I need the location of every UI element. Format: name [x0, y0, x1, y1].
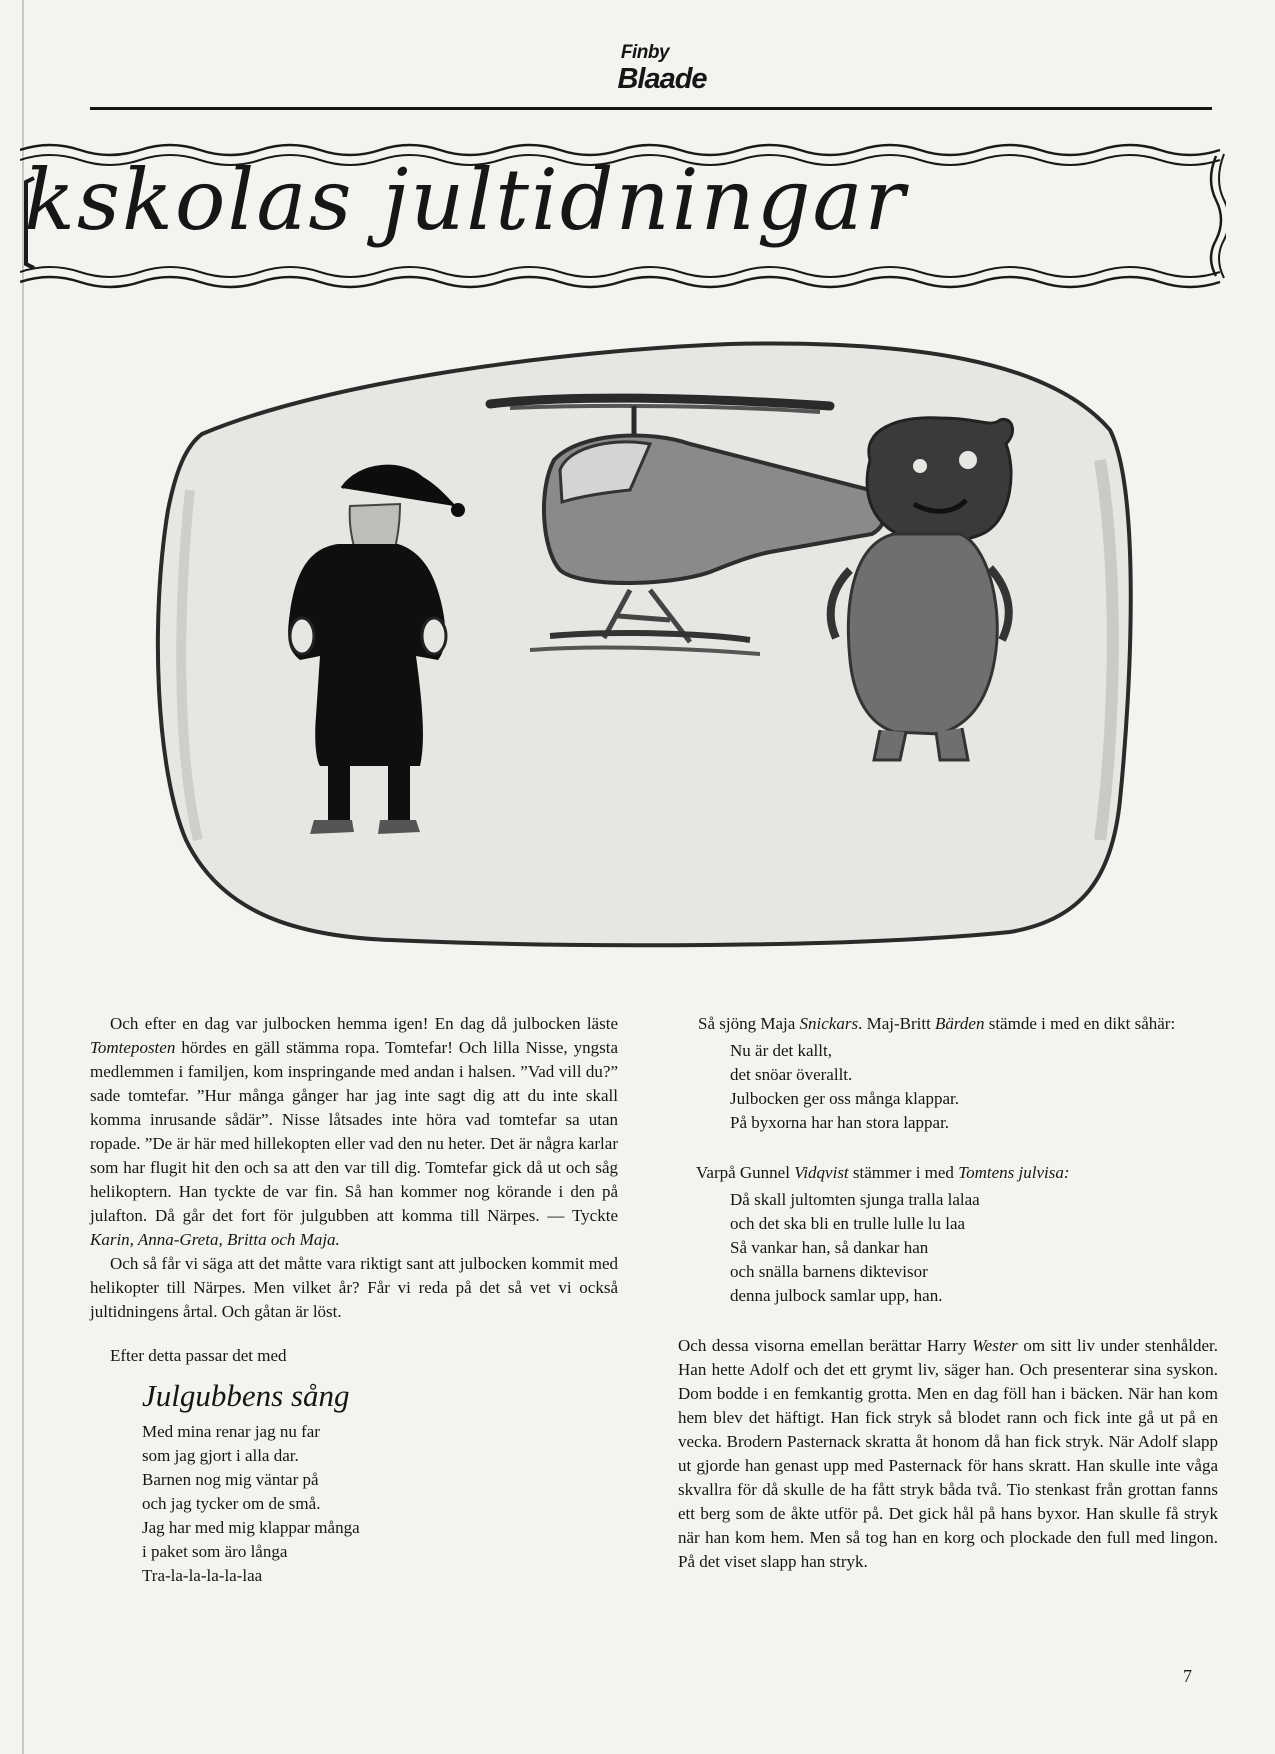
masthead [520, 42, 760, 94]
text-run-italic: Vidqvist [794, 1163, 849, 1182]
text-run-italic: Bärden [935, 1014, 985, 1033]
verse-line: i paket som äro långa [142, 1542, 288, 1561]
right-column [678, 1012, 1218, 1574]
song-intro: Efter detta passar det med [110, 1346, 287, 1365]
verse-line: Barnen nog mig väntar på [142, 1470, 319, 1489]
left-paragraph-2: Och så får vi säga att det måtte vara riktigt sant att julbocken kommit med helikopter till Närpes. Men vilket år? Får vi reda på det så vet vi också jultidningens årtal. Och gåtan är löst. [90, 1254, 618, 1321]
text-run-italic: Tomteposten [90, 1038, 176, 1057]
verse-line: som jag gjort i alla dar. [142, 1446, 299, 1465]
spacer [678, 1135, 1218, 1161]
verse-line: Tra-la-la-la-la-laa [142, 1566, 263, 1585]
verse-line: Julbocken ger oss många klappar. [730, 1089, 959, 1108]
right-intro-2 [678, 1161, 1218, 1185]
text-run: Och dessa visorna emellan berättar Harry [678, 1336, 973, 1355]
text-run: stämmer i med [848, 1163, 959, 1182]
verse-line: På byxorna har han stora lappar. [730, 1113, 950, 1132]
page-number: 7 [1183, 1666, 1192, 1686]
poem-2 [678, 1188, 1218, 1308]
song-verse [90, 1420, 618, 1588]
verse-line: Nu är det kallt, [730, 1041, 832, 1060]
child-drawing-illustration [150, 320, 1140, 970]
verse-line: Jag har med mig klappar många [142, 1518, 360, 1537]
text-run: Varpå Gunnel [696, 1163, 795, 1182]
text-run: Och efter en dag var julbocken hemma igen! En dag då julbocken läste [110, 1014, 618, 1033]
verse-line: Med mina renar jag nu far [142, 1422, 320, 1441]
verse-line: det snöar överallt. [730, 1065, 853, 1084]
verse-line: och snälla barnens diktevisor [730, 1262, 928, 1281]
text-run-italic: Tomtens julvisa: [958, 1163, 1070, 1182]
masthead-line1: Finby [620, 42, 670, 63]
verse-line: Då skall jultomten sjunga tralla lalaa [730, 1190, 980, 1209]
right-story [678, 1334, 1218, 1574]
text-run: Så sjöng Maja [698, 1014, 800, 1033]
text-run-italic: Snickars [799, 1014, 859, 1033]
left-column [90, 1012, 618, 1588]
text-run: hördes en gäll stämma ropa. Tomtefar! Och lilla Nisse, yngsta medlemmen i familjen, kom inspringande med andan i halsen. ”Vad vill du?” sade tomtefar. ”Hur många gånger har jag inte sagt dig att du inte skall komma inrusande sådär”. Nisse låtsades inte höra vad tomtefar sa utan ropade. ”De är här med hillekopten eller vad den nu heter. Det är några karlar som har flugit hit den och sa att den var till dig. Tomtefar gick då ut och såg helikoptern. Han tyckte de var fin. Så han kommer nog körande i den på julafton. Då går det fort för julgubben att komma till Närpes. — Tyckte [90, 1038, 618, 1225]
headline-title: kskolas jultidningar [24, 151, 907, 249]
text-run-italic: Wester [972, 1336, 1018, 1355]
right-intro-1 [678, 1012, 1218, 1036]
masthead-rule [90, 107, 1212, 110]
text-run: . Maj-Britt [858, 1014, 936, 1033]
song-title: Julgubbens sång [142, 1378, 350, 1413]
verse-line: och jag tycker om de små. [142, 1494, 321, 1513]
left-paragraph-1 [90, 1012, 618, 1252]
text-run: stämde i med en dikt såhär: [984, 1014, 1176, 1033]
verse-line: Så vankar han, så dankar han [730, 1238, 929, 1257]
verse-line: denna julbock samlar upp, han. [730, 1286, 943, 1305]
text-run-italic: Karin, Anna-Greta, Britta och Maja. [90, 1230, 340, 1249]
spacer [678, 1308, 1218, 1334]
poem-1 [678, 1039, 1218, 1135]
text-run: om sitt liv under stenhålder. Han hette Adolf och det ett grymt liv, säger han. Och presenterar sina syskon. Dom bodde i en femkantig grotta. Men en dag föll han i bäcken. När han kom hem blev det häftigt. Han fick stryk så blodet rann och fick inte gå ut på en vecka. Brodern Pasternack skratta åt honom då han fick stryk. När Adolf slapp ut gjorde han genast upp med Pasternack för hans skratt. Han skulle inte våga skvallra för då skulle de ha fått stryk båda två. Tio stenkast från grottan fanns ett berg som de åkte utför på. Det gick hål på hans byxor. Han skulle få stryk när han kom hem. Men så tog han en korg och plockade den full med lingon. På det viset slapp han stryk. [678, 1336, 1219, 1571]
masthead-line2: Blaade [617, 63, 707, 95]
verse-line: och det ska bli en trulle lulle lu laa [730, 1214, 966, 1233]
